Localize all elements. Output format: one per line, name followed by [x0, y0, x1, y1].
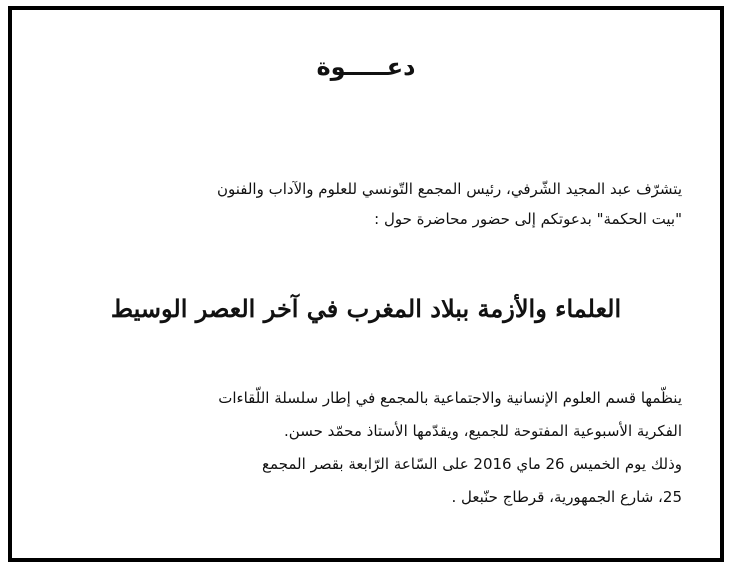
invitation-document [12, 10, 720, 558]
detail-line: الفكرية الأسبوعية المفتوحة للجميع، ويقدّمها الأستاذ محمّد حسن. [284, 422, 682, 440]
lecture-details [62, 382, 682, 514]
invitation-frame [8, 6, 724, 562]
intro-line: "بيت الحكمة" بدعوتكم إلى حضور محاضرة حول : [374, 210, 682, 228]
lecture-title: العلماء والأزمة ببلاد المغرب في آخر العصر الوسيط [110, 294, 622, 323]
detail-line: 25، شارع الجمهورية، قرطاج حنّبعل . [451, 488, 682, 506]
intro-line: يتشرّف عبد المجيد الشّرفي، رئيس المجمع التّونسي للعلوم والآداب والفنون [216, 180, 682, 198]
detail-line: وذلك يوم الخميس 26 ماي 2016 على السّاعة الرّابعة بقصر المجمع [262, 455, 682, 473]
invitation-intro [62, 174, 682, 234]
invitation-heading: دعـــــوة [316, 53, 416, 81]
detail-line: ينظّمها قسم العلوم الإنسانية والاجتماعية بالمجمع في إطار سلسلة اللّقاءات [218, 389, 682, 407]
